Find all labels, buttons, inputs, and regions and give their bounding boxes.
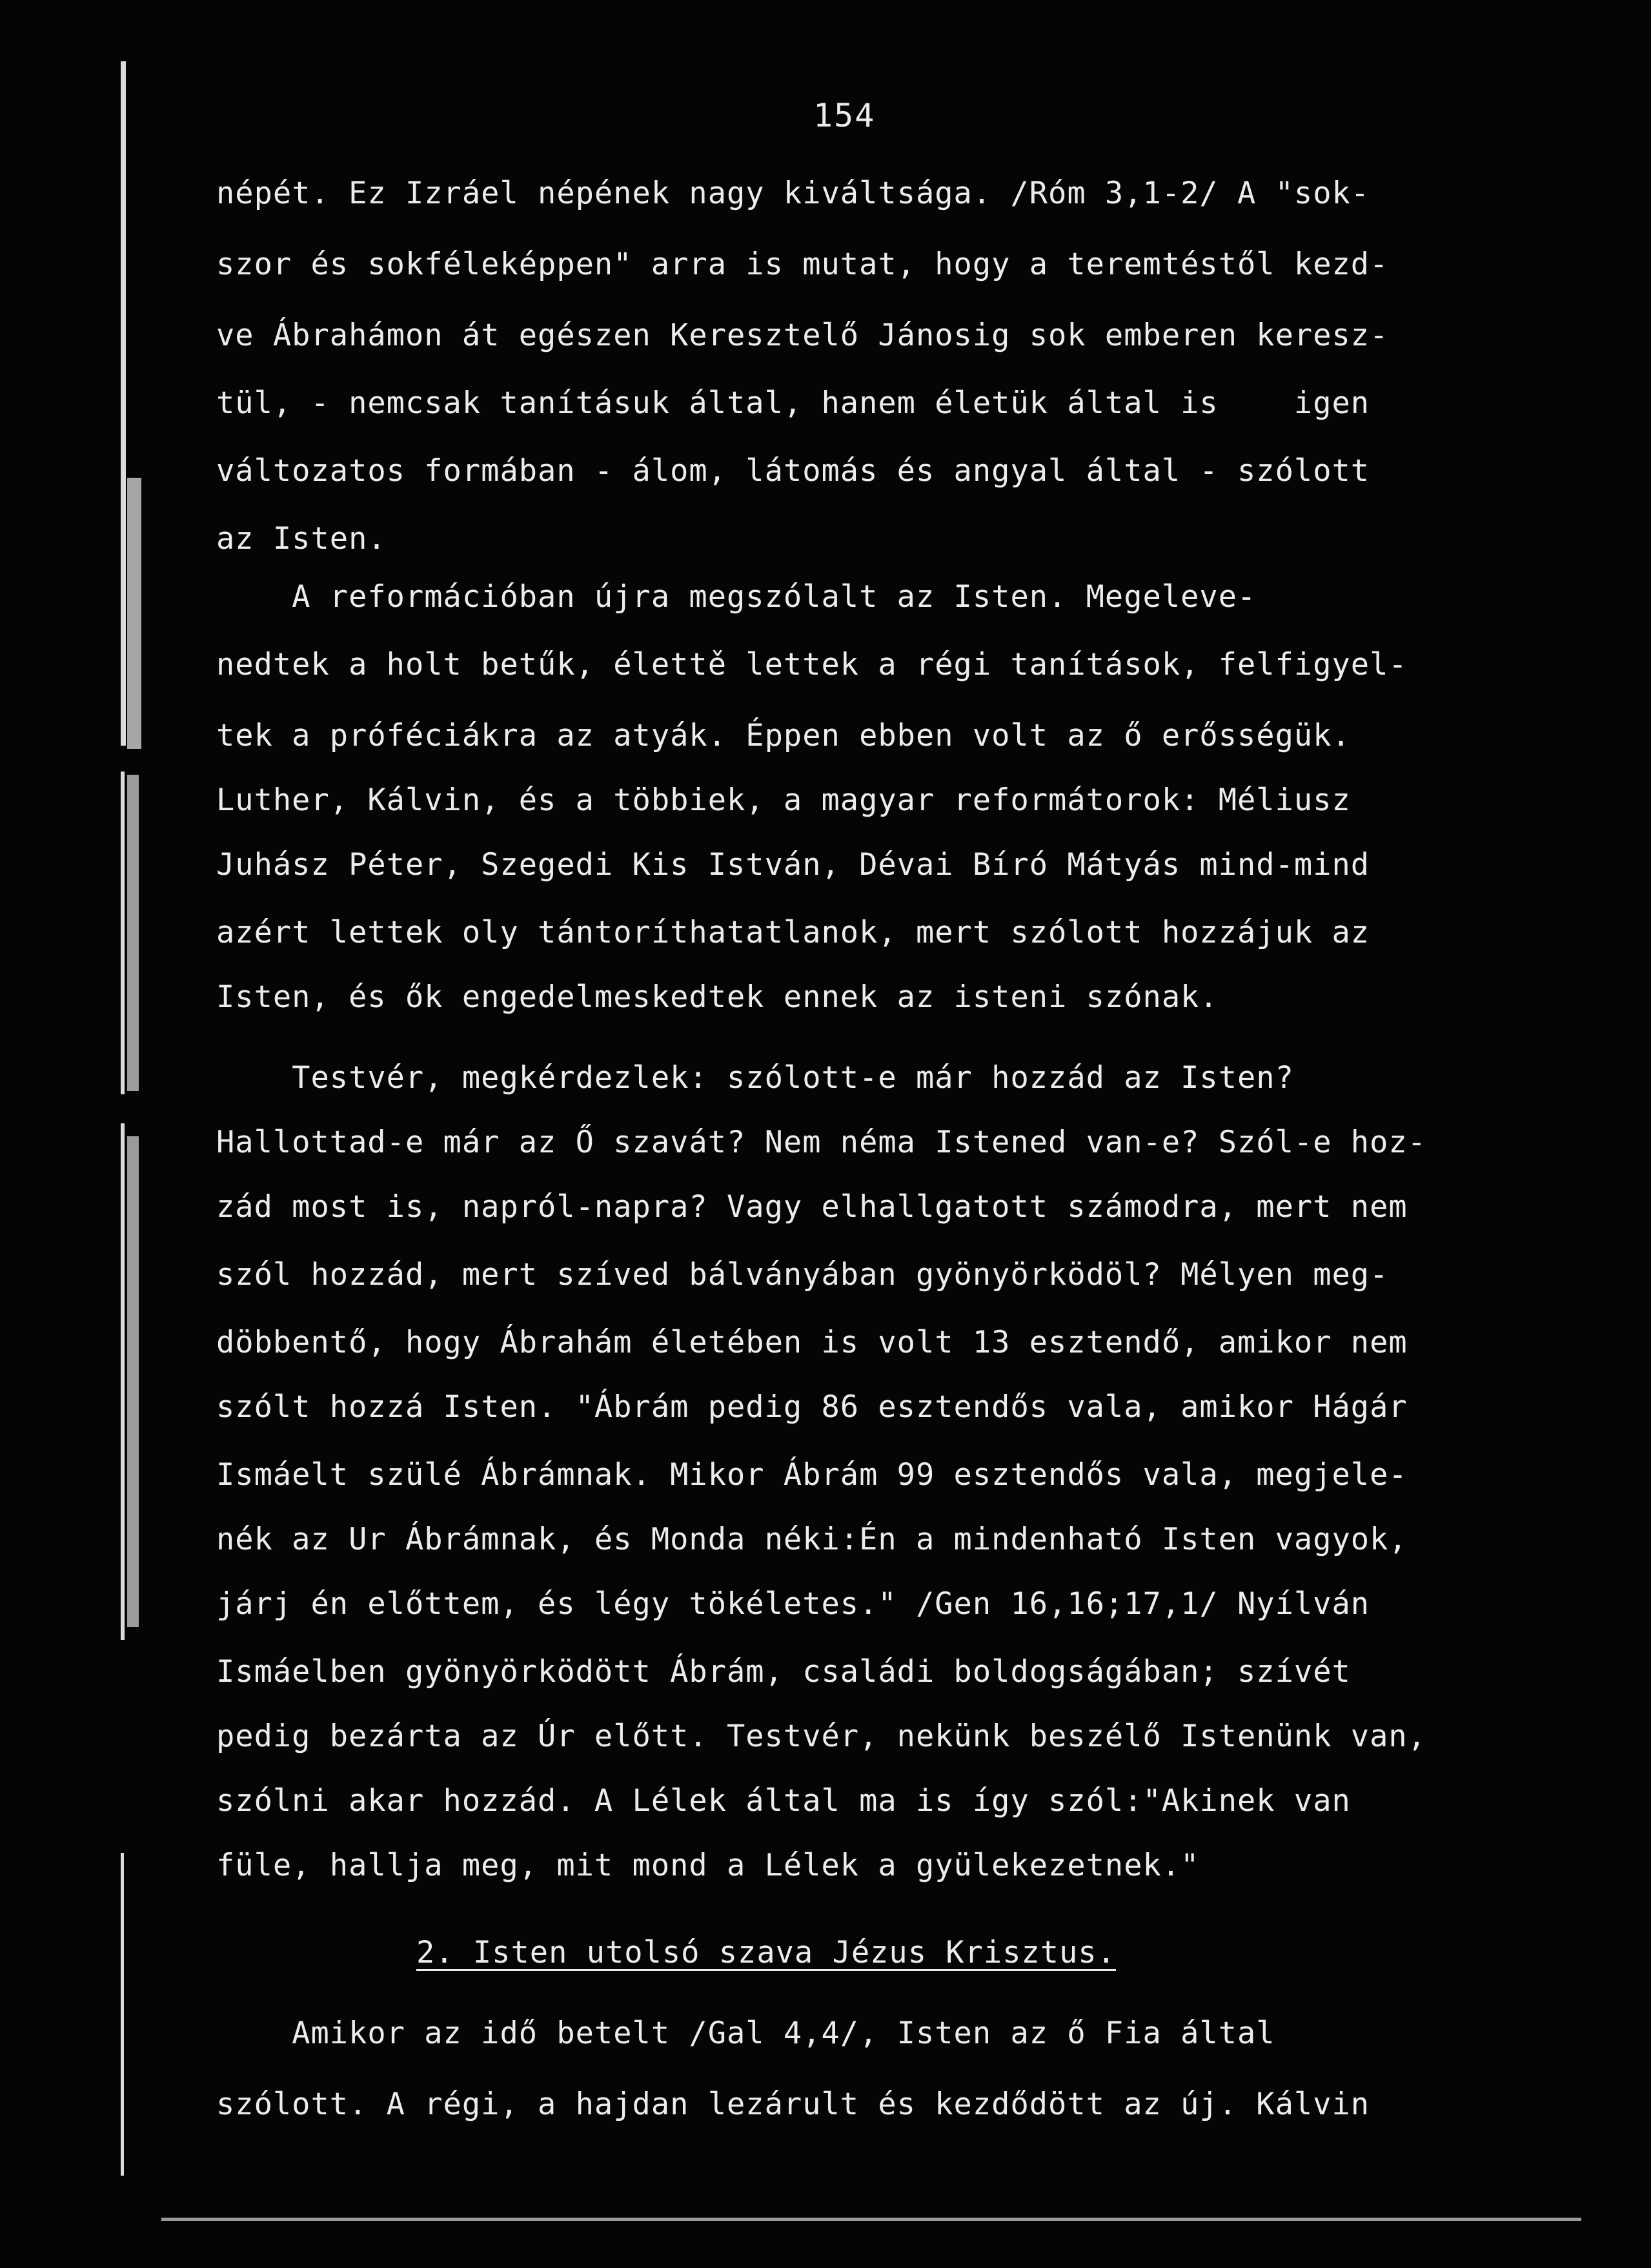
text-line: Ismáelben gyönyörködött Ábrám, családi boldogságában; szívét: [216, 1654, 1351, 1690]
text-line: Juhász Péter, Szegedi Kis István, Dévai Bíró Mátyás mind-mind: [216, 847, 1370, 883]
margin-bar: [127, 775, 139, 1091]
text-line: tül, - nemcsak tanításuk által, hanem életük által is igen: [216, 385, 1370, 421]
margin-bar: [121, 1853, 124, 2176]
margin-bar: [127, 1136, 139, 1627]
text-line: tek a próféciákra az atyák. Éppen ebben volt az ő erősségük.: [216, 718, 1351, 753]
text-line: Ismáelt szülé Ábrámnak. Mikor Ábrám 99 esztendős vala, megjele-: [216, 1457, 1408, 1493]
text-line: pedig bezárta az Úr előtt. Testvér, nekünk beszélő Istenünk van,: [216, 1719, 1426, 1754]
text-line: füle, hallja meg, mit mond a Lélek a gyülekezetnek.": [216, 1848, 1200, 1883]
text-line: szólott. A régi, a hajdan lezárult és kezdődött az új. Kálvin: [216, 2087, 1370, 2122]
text-line: az Isten.: [216, 521, 387, 557]
text-line: Amikor az idő betelt /Gal 4,4/, Isten az ő Fia által: [216, 2016, 1275, 2051]
text-line: járj én előttem, és légy tökéletes." /Gen 16,16;17,1/ Nyílván: [216, 1586, 1370, 1622]
text-line: szól hozzád, mert szíved bálványában gyönyörködöl? Mélyen meg-: [216, 1257, 1389, 1292]
text-line: változatos formában - álom, látomás és angyal által - szólott: [216, 453, 1370, 489]
text-line: Hallottad-e már az Ő szavát? Nem néma Istened van-e? Szól-e hoz-: [216, 1125, 1426, 1160]
bottom-rule: [161, 2218, 1581, 2221]
margin-bar: [121, 771, 125, 1094]
page-number: 154: [813, 97, 876, 134]
text-line: ve Ábrahámon át egészen Keresztelő Jánosig sok emberen keresz-: [216, 318, 1389, 353]
text-line: szor és sokféleképpen" arra is mutat, hogy a teremtéstől kezd-: [216, 247, 1389, 282]
text-line: Testvér, megkérdezlek: szólott-e már hozzád az Isten?: [216, 1060, 1294, 1096]
section-heading: 2. Isten utolsó szava Jézus Krisztus.: [416, 1935, 1116, 1970]
text-line: azért lettek oly tántoríthatatlanok, mert szólott hozzájuk az: [216, 915, 1370, 950]
text-line: szólt hozzá Isten. "Ábrám pedig 86 esztendős vala, amikor Hágár: [216, 1389, 1408, 1425]
text-line: népét. Ez Izráel népének nagy kiváltsága. /Róm 3,1-2/ A "sok-: [216, 176, 1370, 211]
margin-bar: [121, 1123, 125, 1640]
text-line: zád most is, napról-napra? Vagy elhallgatott számodra, mert nem: [216, 1189, 1408, 1225]
text-line: Luther, Kálvin, és a többiek, a magyar reformátorok: Méliusz: [216, 782, 1351, 818]
text-line: szólni akar hozzád. A Lélek által ma is így szól:"Akinek van: [216, 1783, 1351, 1819]
margin-bar: [121, 61, 126, 746]
text-line: nék az Ur Ábrámnak, és Monda néki:Én a mindenható Isten vagyok,: [216, 1522, 1408, 1557]
text-line: A reformációban újra megszólalt az Isten. Megeleve-: [216, 579, 1257, 615]
text-line: Isten, és ők engedelmeskedtek ennek az isteni szónak.: [216, 979, 1219, 1015]
text-line: döbbentő, hogy Ábrahám életében is volt 13 esztendő, amikor nem: [216, 1325, 1408, 1360]
text-line: nedtek a holt betűk, élettě lettek a régi tanítások, felfigyel-: [216, 647, 1408, 682]
margin-bar: [127, 478, 141, 749]
